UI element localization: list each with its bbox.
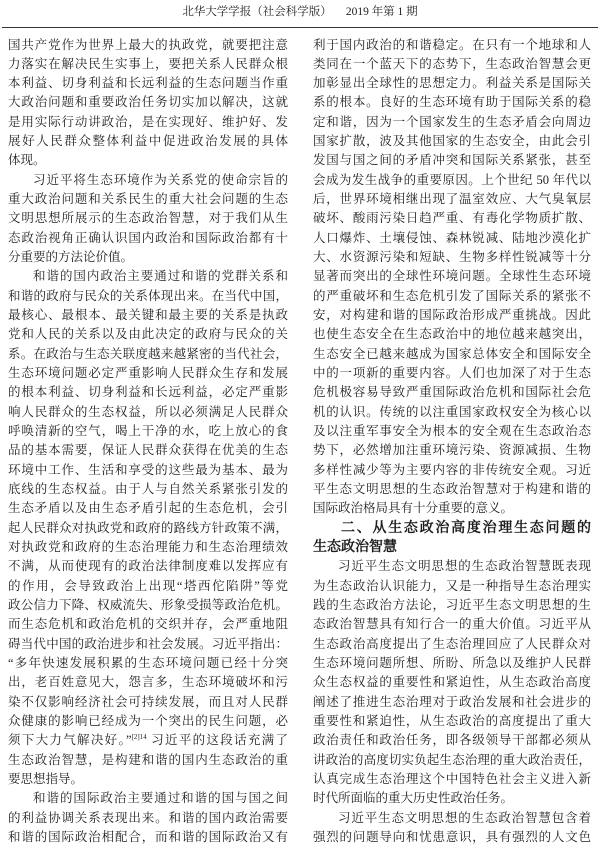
text-line: 利于国内政治的和谐稳定。在只有一个地球和人 [313, 37, 591, 52]
text-line [8, 731, 288, 750]
text-line: 最核心、最根本、最关键和最主要的关系是执政 [8, 308, 288, 323]
quote-text: 须下大力气解决好。” [8, 733, 132, 748]
text-line: 为生态政治认识能力，又是一种指导生态治理实 [313, 578, 591, 593]
paragraph [8, 789, 288, 847]
text-line: 态政治视角正确认识国内政治和国际政治都有十 [8, 230, 288, 245]
paragraph [8, 267, 288, 789]
text-line: “多年快速发展积累的生态环境问题已经十分突 [8, 656, 288, 670]
text-line: 人口爆炸、土壤侵蚀、森林锐减、陆地沙漠化扩 [313, 230, 591, 245]
text-line: 和谐的国际政治主要通过和谐的国与国之间 [33, 791, 288, 806]
text-line: 习近平将生态环境作为关系党的使命宗旨的 [33, 172, 288, 187]
text-line: 分重要的方法论价值。 [8, 250, 134, 265]
text-line: 生态环境问题必定严重影响人民群众生存和发展 [8, 366, 288, 381]
text-line: 中的一项新的重要内容。人们也加深了对于生态 [313, 366, 591, 381]
issue-number: 2019 年第 1 期 [345, 6, 418, 18]
text-line: 碍当代中国的政治进步和社会发展。习近平指出： [8, 636, 288, 651]
text-line: 践的生态政治方法论，习近平生态文明思想的生 [313, 598, 591, 613]
text-line: 的根本利益、切身利益和长远利益，必定严重影 [8, 385, 288, 400]
text-line: 重大政治问题和关系民生的重大社会问题的生态 [8, 192, 288, 207]
text-line: 危机极容易导致严重国际政治危机和国际社会危 [313, 385, 591, 400]
left-column [8, 36, 288, 848]
text-line: 生态政治智慧，是构建和谐的国内生态政治的重 [8, 752, 288, 767]
text-line: 染不仅影响经济社会可持续发展，而且对人民群 [8, 694, 288, 709]
text-line: 本利益、切身利益和长远利益的生态问题当作重 [8, 76, 288, 91]
text-line: 和谐的政府与民众的关系体现出来。在当代中国， [8, 288, 288, 303]
text-line: 党和人民的关系以及由此决定的政府与民众的关 [8, 327, 288, 342]
text-line: 也使生态安全在生态政治中的地位越来越突出， [313, 327, 591, 342]
text-line: 加彰显出全球性的思想定力。利益关系是国际关 [313, 76, 591, 91]
text-line: 众生态权益的重要性和紧迫性，从生态政治高度 [313, 675, 591, 690]
text-line: 及以注重军事安全为根本的安全观在生态政治态 [313, 424, 591, 439]
text-line: 时代所面临的重大历史性政治任务。 [313, 791, 514, 806]
heading-line: 生态政治智慧 [313, 539, 397, 556]
text-line: 习近平生态文明思想的生态政治智慧包含着 [338, 810, 591, 825]
text-line: 的利益协调关系表现出来。和谐的国内政治需要 [8, 810, 288, 825]
text-line: 呼唤清新的空气，喝上干净的水，吃上放心的食 [8, 424, 288, 439]
text-line: 定和谐，因为一个国家发生的生态矛盾会向周边 [313, 114, 591, 129]
text-line: 起人民群众对执政党和政府的路线方针政策不满， [8, 520, 288, 535]
text-line: 系。在政治与生态关联度越来越紧密的当代社会， [8, 346, 288, 361]
text-line: 后，世界环境相继出现了温室效应、大气臭氧层 [313, 192, 591, 207]
text-line: 发国与国之间的矛盾冲突和国际关系紧张，甚至 [313, 153, 591, 168]
text-line: 文明思想所展示的生态政治智慧，对于我们从生 [8, 211, 288, 226]
text-line: 要思想指导。 [8, 771, 84, 786]
text-line: 众健康的影响已经成为一个突出的民生问题，必 [8, 713, 288, 728]
text-line: 重要性和紧迫性，从生态政治的高度提出了重大 [313, 713, 591, 728]
paragraph [313, 809, 591, 848]
text-line: 政公信力下降、权威流失、形象受损等政治危机。 [8, 598, 288, 613]
text-line: 会成为发生战争的重要原因。上个世纪 50 年代以 [313, 172, 591, 187]
text-line: 对执政党和政府的生态治理能力和生态治理绩效 [8, 540, 288, 555]
text-line: 强烈的问题导向和忧患意识，具有强烈的人文色 [313, 829, 591, 844]
text-line: 安，对构建和谐的国际政治形成严重挑战。因此 [313, 308, 591, 323]
paragraph [8, 171, 288, 268]
text-line: 不满，从而使现有的政治法律制度难以发挥应有 [8, 559, 288, 574]
text-line: 出，老百姓意见大，怨言多，生态环境破坏和污 [8, 675, 288, 690]
text-line: 势下，必然增加注重环境污染、资源减损、生物 [313, 443, 591, 458]
text-line: 生态政治高度提出了生态治理回应了人民群众对 [313, 636, 591, 651]
text-line: 多样性减少等为主要内容的非传统安全观。习近 [313, 462, 591, 477]
text-line: 类同在一个蓝天下的态势下，生态政治智慧会更 [313, 56, 591, 71]
text-line: 生态安全已越来越成为国家总体安全和国际安全 [313, 346, 591, 361]
header-rule [2, 27, 598, 28]
text-line: 生态矛盾以及由生态矛盾引起的生态危机，会引 [8, 501, 288, 516]
paragraph [313, 557, 591, 808]
text-line: 体现。 [8, 153, 46, 168]
text-line: 生态环境问题所想、所盼、所急以及维护人民群 [313, 656, 591, 670]
right-column [313, 36, 591, 848]
paragraph [313, 36, 591, 519]
text-line: 品的基本需要，保证人民群众获得在优美的生态 [8, 443, 288, 458]
text-line: 讲政治的高度切实负起生态治理的重大政治责任， [313, 752, 591, 767]
text-line: 破坏、酸雨污染日趋严重、有毒化学物质扩散、 [313, 211, 591, 226]
text-line: 系的根本。良好的生态环境有助于国际关系的稳 [313, 95, 591, 110]
journal-title: 北华大学学报（社会科学版） [182, 6, 332, 18]
text-line: 认真完成生态治理这个中国特色社会主义进入新 [313, 771, 591, 786]
paragraph [8, 36, 288, 171]
text-line: 响人民群众的生态权益，所以必须满足人民群众 [8, 404, 288, 419]
text-line: 习近平生态文明思想的生态政治智慧既表现 [338, 559, 591, 574]
text-line: 和谐的国际政治相配合，而和谐的国际政治又有 [8, 829, 288, 844]
text-line: 的作用，会导致政治上出现“塔西佗陷阱”等党 [8, 578, 288, 593]
citation-reference: [2]14 [131, 733, 147, 742]
heading-line: 二、从生态政治高度治理生态问题的 [341, 519, 591, 536]
text-line: 力落实在解决民生实事上，要把关系人民群众根 [8, 56, 288, 71]
text-line: 态政治智慧具有知行合一的重大价值。习近平从 [313, 617, 591, 632]
text-line: 展好人民群众整体利益中促进政治发展的具体 [8, 134, 288, 149]
text-line: 国家扩散，波及其他国家的生态安全，由此会引 [313, 134, 591, 149]
text-line: 国际政治格局具有十分重要的意义。 [313, 501, 514, 516]
text-line: 大、水资源污染和短缺、生物多样性锐减等十分 [313, 250, 591, 265]
section-heading [313, 519, 591, 558]
text-after-citation: 习近平的这段话充满了 [146, 733, 288, 748]
text-line: 而生态危机和政治危机的交织并存，会严重地阻 [8, 617, 288, 632]
running-head [0, 4, 600, 20]
text-line: 是用实际行动讲政治，是在实现好、维护好、发 [8, 114, 288, 129]
text-line: 的严重破坏和生态危机引发了国际关系的紧张不 [313, 288, 591, 303]
text-line: 阐述了推进生态治理对于政治发展和社会进步的 [313, 694, 591, 709]
text-line: 环境中工作、生活和享受的这些最为基本、最为 [8, 462, 288, 477]
text-line: 国共产党作为世界上最大的执政党，就要把注意 [8, 37, 288, 52]
text-line: 和谐的国内政治主要通过和谐的党群关系和 [33, 269, 288, 284]
text-line: 机的认识。传统的以注重国家政权安全为核心以 [313, 404, 591, 419]
text-line: 政治责任和政治任务，即各级领导干部都必须从 [313, 733, 591, 748]
text-line: 显著而突出的全球性环境问题。全球性生态环境 [313, 269, 591, 284]
text-line: 大政治问题和重要政治任务切实加以解决，这就 [8, 95, 288, 110]
text-line: 平生态文明思想的生态政治智慧对于构建和谐的 [313, 482, 591, 497]
text-line: 底线的生态权益。由于人与自然关系紧张引发的 [8, 482, 288, 497]
